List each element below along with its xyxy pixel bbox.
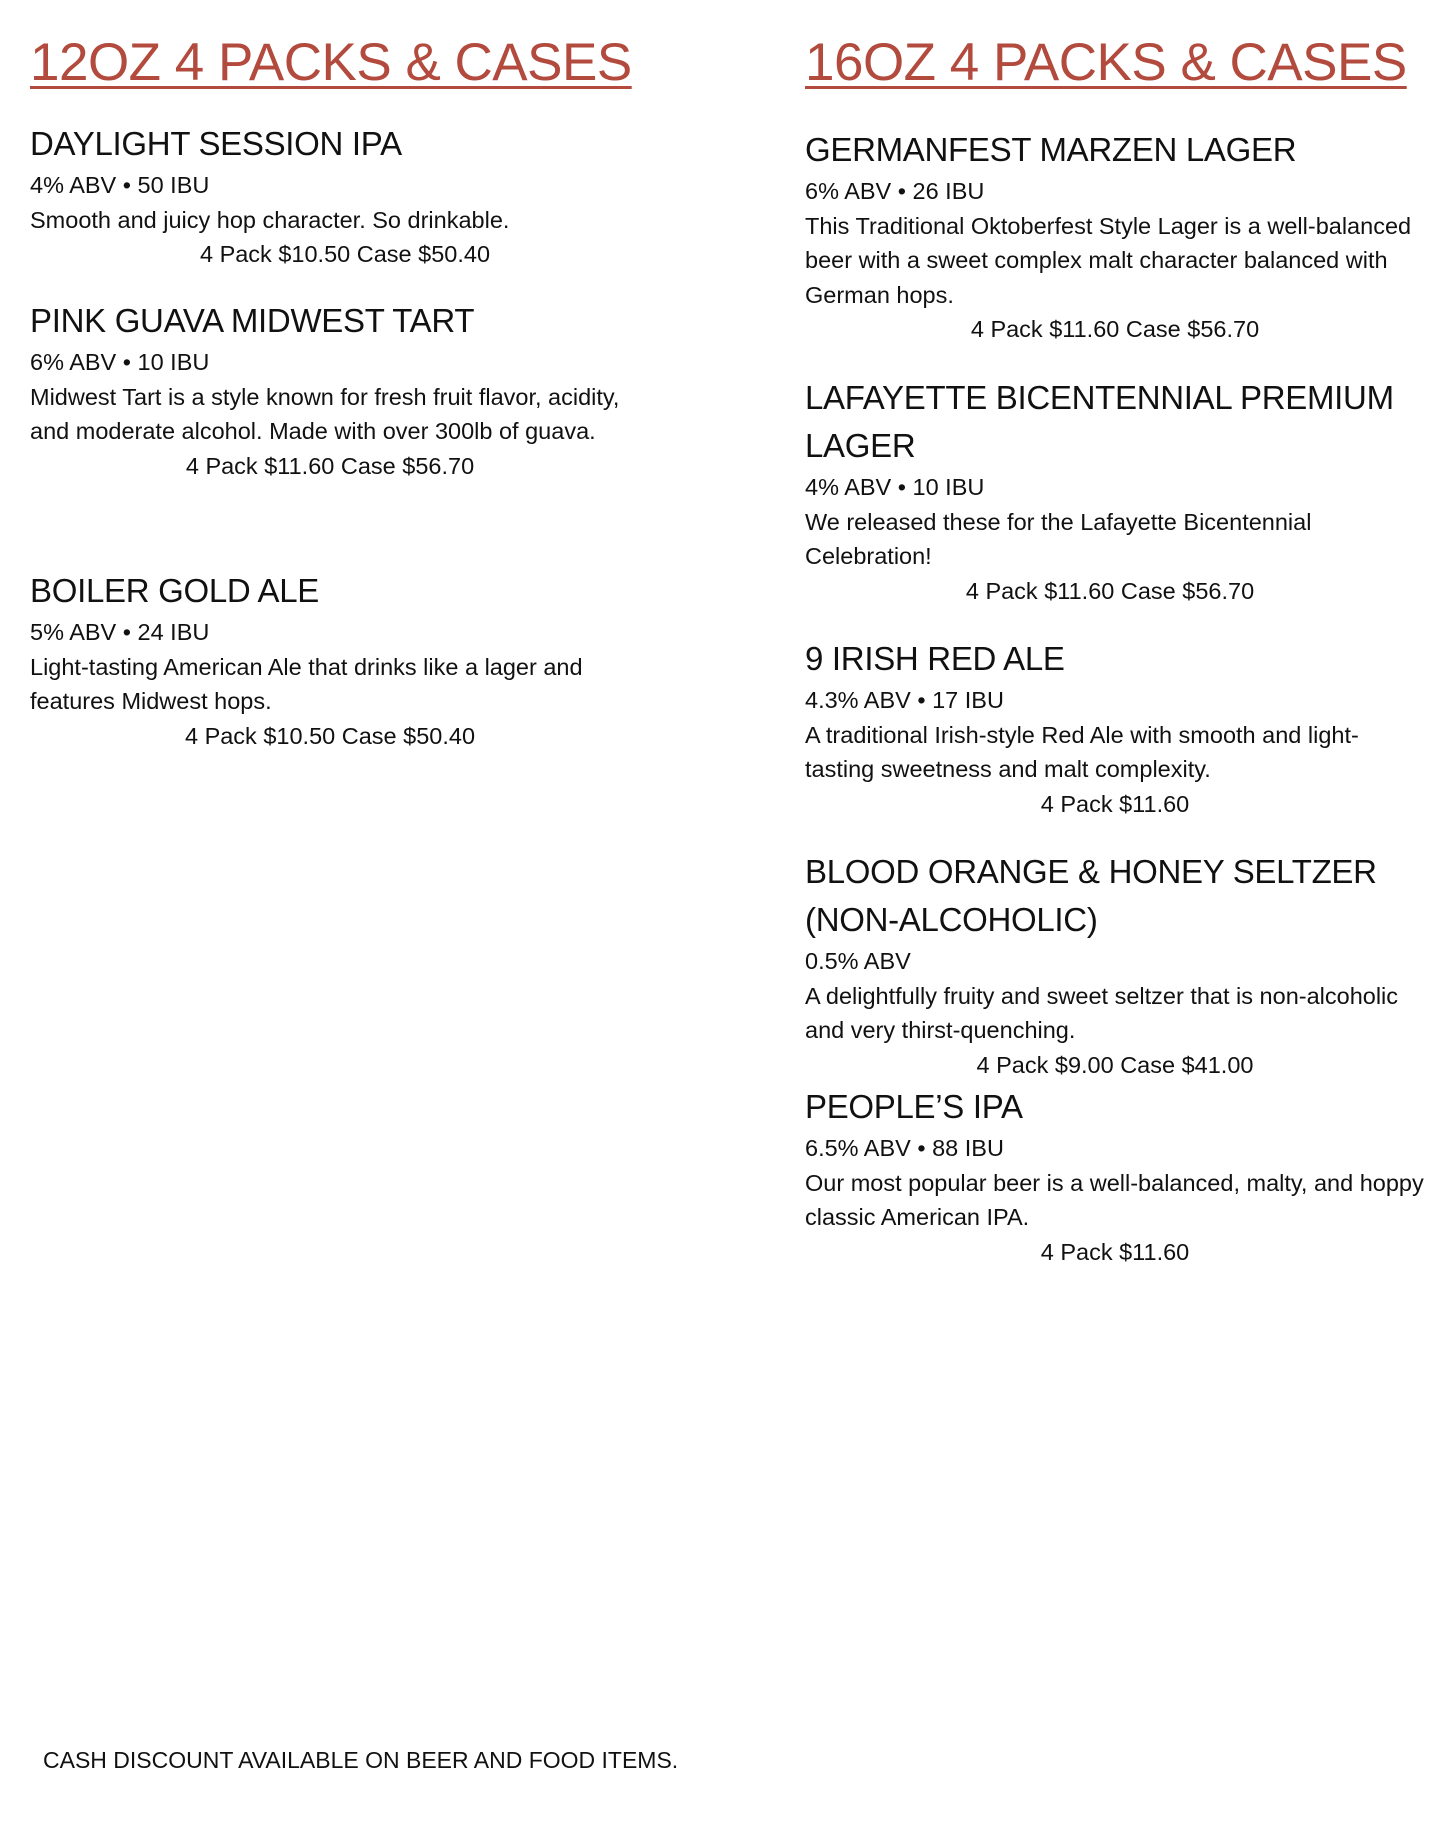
- beer-stats: 4% ABV • 50 IBU: [30, 172, 210, 198]
- section-title-12oz: 12OZ 4 PACKS & CASES: [30, 33, 632, 92]
- beer-price: 4 Pack $11.60 Case $56.70: [185, 452, 475, 479]
- beer-item-daylight-session-ipa: [30, 120, 660, 272]
- beer-stats: 6% ABV • 10 IBU: [30, 349, 210, 375]
- beer-stats: 4% ABV • 10 IBU: [805, 474, 985, 500]
- beer-name: 9 IRISH RED ALE: [805, 640, 1065, 677]
- beer-name: DAYLIGHT SESSION IPA: [30, 125, 402, 162]
- beer-description: Our most popular beer is a well-balanced, malty, and hoppy classic American IPA.: [805, 1169, 1424, 1230]
- beer-item-peoples-ipa: [805, 1083, 1425, 1269]
- beer-description: Midwest Tart is a style known for fresh fruit flavor, acidity, and moderate alcohol. Made with over 300lb of guava.: [30, 383, 620, 444]
- beer-stats: 6.5% ABV • 88 IBU: [805, 1135, 1004, 1161]
- beer-price: 4 Pack $9.00 Case $41.00: [976, 1051, 1254, 1078]
- beer-name: LAFAYETTE BICENTENNIAL PREMIUM LAGER: [805, 379, 1394, 464]
- beer-description: A traditional Irish-style Red Ale with smooth and light-tasting sweetness and malt complexity.: [805, 721, 1359, 782]
- beer-item-blood-orange-honey-seltzer: [805, 848, 1425, 1082]
- section-title-16oz: 16OZ 4 PACKS & CASES: [805, 33, 1407, 92]
- beer-description: This Traditional Oktoberfest Style Lager is a well-balanced beer with a sweet complex malt character balanced with German hops.: [805, 212, 1412, 308]
- cash-discount-note: CASH DISCOUNT AVAILABLE ON BEER AND FOOD ITEMS.: [43, 1747, 679, 1773]
- beer-price: 4 Pack $11.60: [1040, 1238, 1190, 1265]
- beer-description: Light-tasting American Ale that drinks like a lager and features Midwest hops.: [30, 653, 583, 714]
- beer-name: PINK GUAVA MIDWEST TART: [30, 302, 475, 339]
- beer-stats: 0.5% ABV: [805, 948, 911, 974]
- beer-stats: 5% ABV • 24 IBU: [30, 619, 210, 645]
- beer-name: BOILER GOLD ALE: [30, 572, 319, 609]
- beer-description: Smooth and juicy hop character. So drinkable.: [30, 206, 510, 233]
- beer-price: 4 Pack $11.60 Case $56.70: [970, 316, 1260, 342]
- beer-item-germanfest-marzen-lager: [805, 126, 1425, 347]
- beer-name: BLOOD ORANGE & HONEY SELTZER (NON-ALCOHOLIC): [805, 853, 1377, 938]
- beer-price: 4 Pack $11.60: [1040, 790, 1190, 817]
- beer-item-boiler-gold-ale: [30, 567, 630, 753]
- beer-name: PEOPLE’S IPA: [805, 1088, 1023, 1125]
- beer-price: 4 Pack $10.50 Case $50.40: [199, 241, 491, 267]
- beer-price: 4 Pack $11.60 Case $56.70: [965, 577, 1255, 604]
- beer-stats: 6% ABV • 26 IBU: [805, 178, 985, 204]
- beer-stats: 4.3% ABV • 17 IBU: [805, 687, 1004, 713]
- beer-item-lafayette-bicentennial-premium-lager: [805, 374, 1415, 608]
- beer-item-9-irish-red-ale: [805, 635, 1425, 821]
- beer-price: 4 Pack $10.50 Case $50.40: [184, 722, 476, 749]
- beer-name: GERMANFEST MARZEN LAGER: [805, 131, 1297, 168]
- beer-item-pink-guava-midwest-tart: [30, 297, 630, 483]
- beer-description: We released these for the Lafayette Bicentennial Celebration!: [805, 508, 1312, 569]
- beer-description: A delightfully fruity and sweet seltzer that is non-alcoholic and very thirst-quenching.: [805, 982, 1399, 1043]
